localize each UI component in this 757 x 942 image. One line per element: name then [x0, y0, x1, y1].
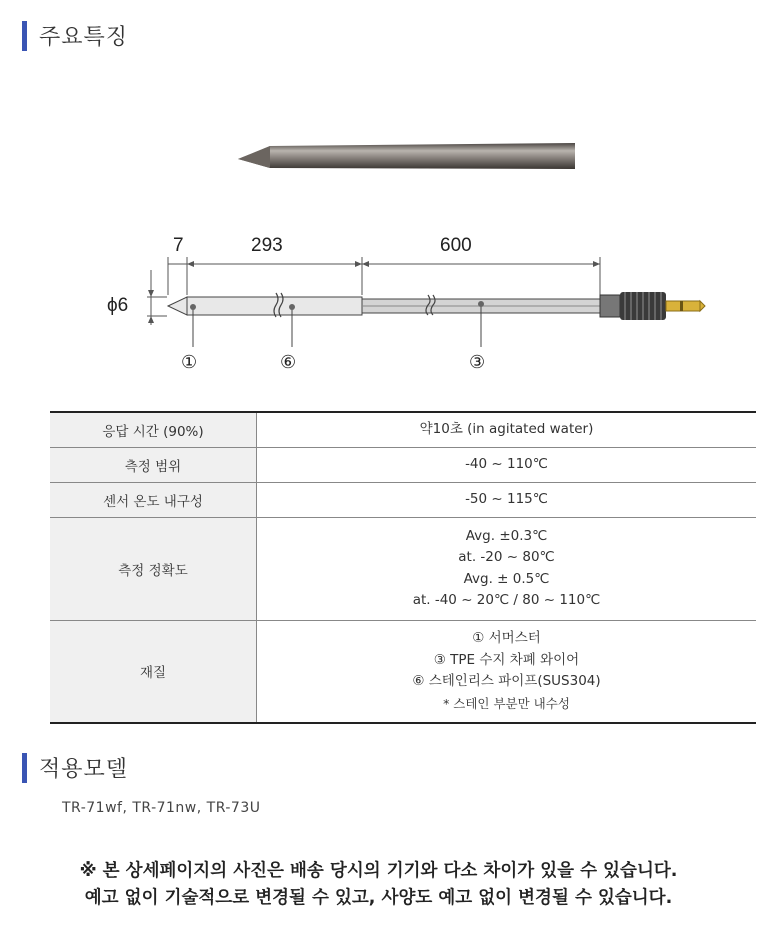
probe-tip-shape: [238, 146, 270, 168]
marker-1-label: ①: [181, 352, 198, 373]
table-row: [50, 447, 756, 482]
spec-table: [50, 411, 756, 724]
connector-collar: [600, 295, 620, 317]
probe-dimension-diagram: [95, 225, 715, 385]
connector-plug: [666, 301, 705, 311]
section-title-text: 주요특징: [39, 25, 129, 50]
notice-line-1: ※ 본 상세페이지의 사진은 배송 당시의 기기와 다소 차이가 있을 수 있습니다.: [79, 861, 678, 881]
row-label: 측정 정확도: [50, 517, 257, 620]
dimension-diameter-label: ϕ6: [107, 295, 129, 316]
notice-line-2: 예고 없이 기술적으로 변경될 수 있고, 사양도 예고 없이 변경될 수 있습니다.: [84, 888, 673, 908]
table-row: [50, 482, 756, 517]
dimension-tip-label: 7: [173, 235, 184, 256]
table-row: [50, 517, 756, 620]
section-title-text: 적용모델: [39, 757, 129, 782]
row-label: 측정 범위: [50, 447, 257, 482]
probe-tip-outline: [168, 297, 187, 315]
dimension-cable-label: 600: [440, 235, 472, 256]
connector-grip: [620, 292, 666, 320]
row-label: 재질: [50, 620, 257, 723]
section-title-models: [22, 752, 128, 783]
dimension-probe-label: 293: [251, 235, 283, 256]
table-row: [50, 620, 756, 723]
row-value: -50 ~ 115℃: [257, 482, 757, 517]
table-row: [50, 412, 756, 447]
section-accent-bar: [22, 21, 27, 51]
row-value: Avg. ±0.3℃ at. -20 ~ 80℃ Avg. ± 0.5℃ at. -40 ~ 20℃ / 80 ~ 110℃: [257, 517, 757, 620]
marker-3-label: ③: [469, 352, 486, 373]
row-value: -40 ~ 110℃: [257, 447, 757, 482]
section-title-features: [22, 20, 128, 51]
row-value: ① 서머스터 ③ TPE 수지 차폐 와이어 ⑥ 스테인리스 파이프(SUS304) * 스테인 부분만 내수성: [257, 620, 757, 723]
probe-body-shape: [238, 143, 575, 169]
model-list: TR-71wf, TR-71nw, TR-73U: [62, 800, 261, 816]
row-value: 약10초 (in agitated water): [257, 412, 757, 447]
section-accent-bar: [22, 753, 27, 783]
probe-photo: [230, 135, 575, 177]
notice-text: [0, 858, 757, 912]
row-label: 센서 온도 내구성: [50, 482, 257, 517]
marker-6-label: ⑥: [280, 352, 297, 373]
row-label: 응답 시간 (90%): [50, 412, 257, 447]
